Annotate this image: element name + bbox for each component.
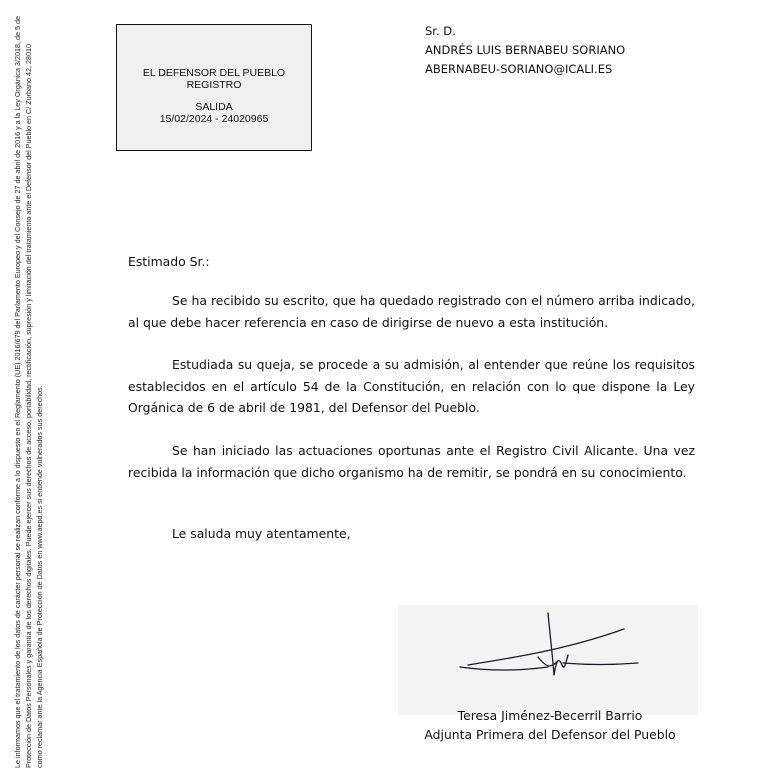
- recipient-block: [425, 22, 625, 79]
- registry-stamp: [116, 24, 312, 151]
- handwritten-signature: [398, 605, 698, 715]
- stamp-registry-label: REGISTRO: [186, 78, 242, 91]
- letter-paragraph-3: Se han iniciado las actuaciones oportunas ante el Registro Civil Alicante. Una vez recibida la información que dicho organismo ha de remitir, se pondrá en su conocimiento.: [128, 443, 695, 480]
- letter-closing: Le saluda muy atentamente,: [172, 526, 351, 541]
- stamp-header: [117, 68, 311, 91]
- signer-name: Teresa Jiménez-Becerril Barrio: [457, 708, 643, 723]
- recipient-email: ABERNABEU-SORIANO@ICALI.ES: [425, 62, 613, 76]
- letter-paragraph-2: Estudiada su queja, se procede a su admisión, al entender que reúne los requisitos establecidos en el artículo 54 de la Constitución, en relación con lo que dispone la Ley Orgánica de 6 de abril de 1981, del Defensor del Pueblo.: [128, 357, 695, 415]
- stamp-institution: EL DEFENSOR DEL PUEBLO: [142, 67, 286, 79]
- stamp-type: SALIDA: [195, 101, 233, 113]
- letter-paragraph-1: Se ha recibido su escrito, que ha quedado registrado con el número arriba indicado, al que debe hacer referencia en caso de dirigirse de nuevo a esta institución.: [128, 293, 695, 330]
- recipient-salutation: Sr. D.: [425, 24, 456, 38]
- data-protection-notice: [12, 0, 45, 768]
- letter-greeting: Estimado Sr.:: [128, 254, 210, 269]
- data-protection-line-3: como reclamar ante la Agencia Española de Protección de Datos en www.aepd.es si entiende vulnerados sus derechos.: [35, 385, 44, 768]
- stamp-date-number: 15/02/2024 - 24020965: [159, 112, 269, 125]
- signer-title: Adjunta Primera del Defensor del Pueblo: [424, 727, 676, 742]
- data-protection-line-1: Le informamos que el tratamiento de los datos de carácter personal se realizan conforme a lo dispuesto en el Reglamento (UE) 2016/679 del Parlamento Europeo y del Consejo de 27 de abril de 2016 y a la Ley Orgánica 3/2018, de 5 de: [13, 16, 22, 768]
- recipient-name: ANDRÉS LUIS BERNABEU SORIANO: [425, 43, 626, 57]
- stamp-entry: [117, 102, 311, 125]
- signature-area: [398, 605, 698, 715]
- data-protection-line-2: Protección de Datos Personales y garantía de los derechos digitales. Puede ejercer sus derechos de acceso, portabilidad, rectificación, supresión y limitación del tratamiento ante el Defensor del Pueblo en C/ Zurbano 42, 28010: [24, 44, 33, 768]
